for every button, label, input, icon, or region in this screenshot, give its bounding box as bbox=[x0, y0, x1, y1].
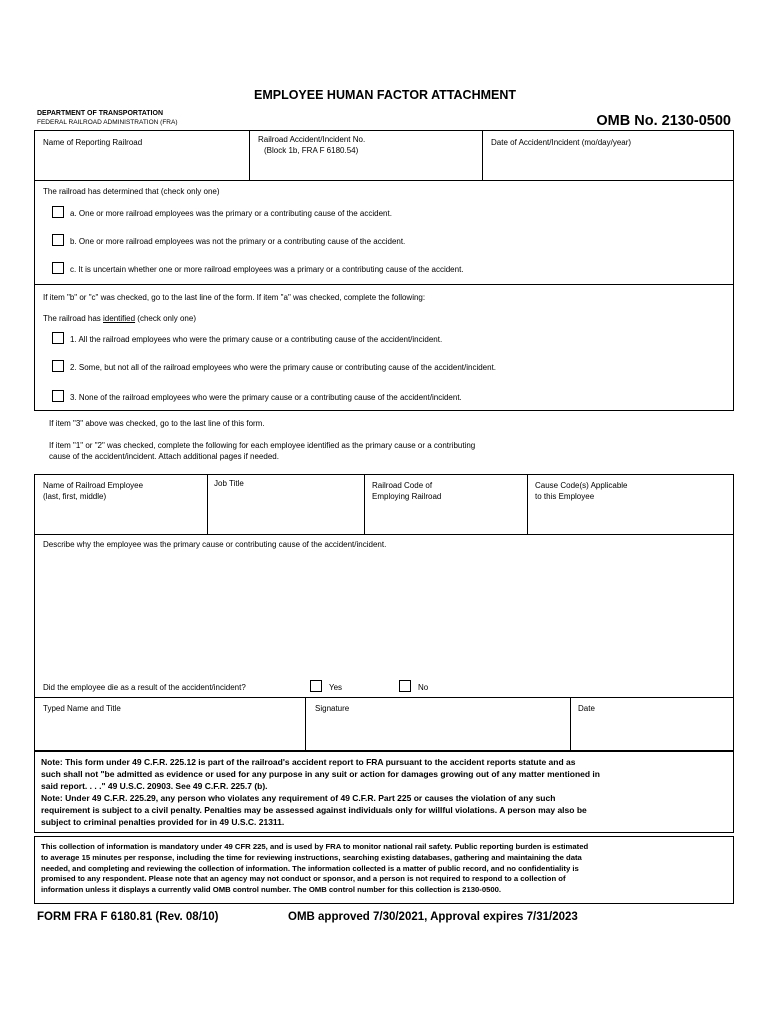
form-title: EMPLOYEE HUMAN FACTOR ATTACHMENT bbox=[253, 88, 517, 102]
died-yes-label: Yes bbox=[329, 683, 343, 692]
typed-name-label: Typed Name and Title bbox=[43, 704, 121, 713]
railroad-code-label: Railroad Code of bbox=[372, 481, 433, 490]
incident-number-sublabel: (Block 1b, FRA F 6180.54) bbox=[264, 145, 359, 155]
agency-name: FEDERAL RAILROAD ADMINISTRATION (FRA) bbox=[37, 119, 178, 126]
died-no-label: No bbox=[418, 683, 429, 692]
employee-name-label: Name of Railroad Employee bbox=[43, 481, 144, 490]
omb-number: OMB No. 2130-0500 bbox=[596, 113, 731, 129]
notice-line-1: This collection of information is mandatory under 49 CFR 225, and is used by FRA to monitor national rail safety. Public reporting burden is estimated bbox=[41, 842, 589, 851]
identified-prompt-underlined: identified bbox=[103, 314, 136, 323]
incident-date-label: Date of Accident/Incident (mo/day/year) bbox=[491, 138, 632, 147]
note-line-1: Note: This form under 49 C.F.R. 225.12 is part of the railroad's accident report to FRA pursuant to the accident reports statute and as bbox=[41, 757, 576, 767]
incident-number-label: Railroad Accident/Incident No. bbox=[258, 135, 366, 144]
identified-option-3-label: 3. None of the railroad employees who were the primary cause or a contributing cause of the accident/incident. bbox=[70, 393, 462, 402]
employee-died-question: Did the employee die as a result of the accident/incident? bbox=[43, 683, 246, 692]
employee-section bbox=[34, 474, 734, 751]
instruction-line-1: If item "3" above was checked, go to the last line of this form. bbox=[49, 419, 265, 428]
identified-option-2-checkbox[interactable] bbox=[52, 360, 64, 372]
signature-label: Signature bbox=[315, 704, 350, 713]
note-line-2: such shall not "be admitted as evidence or used for any purpose in any suit or action for damages growing out of any matter mentioned in bbox=[41, 769, 600, 779]
signature-date-label: Date bbox=[578, 704, 595, 713]
identified-option-1-label: 1. All the railroad employees who were the primary cause or a contributing cause of the accident/incident. bbox=[70, 335, 443, 344]
determination-prompt: The railroad has determined that (check only one) bbox=[43, 187, 220, 196]
notice-line-3: needed, and completing and reviewing the collection of information. The information collected is a matter of public record, and no confidentiality is bbox=[41, 863, 579, 873]
typed-name-field[interactable] bbox=[43, 704, 121, 715]
identified-prompt-before: The railroad has bbox=[43, 314, 104, 323]
describe-label: Describe why the employee was the primary cause or contributing cause of the accident/incident. bbox=[43, 540, 387, 549]
instruction-line-2: If item "1" or "2" was checked, complete the following for each employee identified as the primary cause or a contributing bbox=[49, 441, 476, 450]
job-title-field[interactable] bbox=[214, 479, 244, 490]
identified-instruction: If item "b" or "c" was checked, go to the last line of the form. If item "a" was checked, complete the following: bbox=[43, 293, 426, 302]
department-name: DEPARTMENT OF TRANSPORTATION bbox=[37, 110, 163, 117]
instruction-line-3: cause of the accident/incident. Attach additional pages if needed. bbox=[49, 452, 279, 461]
note-line-5: requirement is subject to a civil penalty. Penalties may be assessed against individuals only for willful violations. A person may also be bbox=[41, 805, 587, 815]
cause-codes-field[interactable] bbox=[535, 481, 628, 502]
identified-option-2-label: 2. Some, but not all of the railroad employees who were the primary cause or contributing cause of the accident/incident. bbox=[70, 363, 497, 372]
died-no-checkbox[interactable] bbox=[399, 680, 411, 692]
determination-option-c-checkbox[interactable] bbox=[52, 262, 64, 274]
identified-option-3-checkbox[interactable] bbox=[52, 390, 64, 402]
determination-option-b-label: b. One or more railroad employees was not the primary or a contributing cause of the accident. bbox=[70, 237, 406, 246]
identified-option-1-checkbox[interactable] bbox=[52, 332, 64, 344]
incident-number-field[interactable] bbox=[258, 135, 365, 156]
form-identifier: FORM FRA F 6180.81 (Rev. 08/10) bbox=[37, 911, 219, 923]
determination-option-b-checkbox[interactable] bbox=[52, 234, 64, 246]
identified-prompt bbox=[43, 314, 196, 324]
employee-name-sublabel: (last, first, middle) bbox=[43, 491, 107, 501]
top-section bbox=[34, 130, 734, 411]
railroad-code-sublabel: Employing Railroad bbox=[372, 491, 442, 501]
note-line-3: said report. . . ." 49 U.S.C. 20903. See 49 C.F.R. 225.7 (b). bbox=[41, 781, 268, 791]
job-title-label: Job Title bbox=[214, 479, 244, 488]
died-yes-checkbox[interactable] bbox=[310, 680, 322, 692]
notice-line-4: promised to any respondent. Please note that an agency may not conduct or sponsor, and a person is not required to respond to a collection of bbox=[41, 874, 566, 884]
reporting-railroad-field[interactable] bbox=[43, 138, 142, 149]
incident-date-field[interactable] bbox=[491, 138, 631, 149]
describe-field[interactable] bbox=[43, 540, 386, 551]
notice-line-5: information unless it displays a currently valid OMB control number. The OMB control number for this collection is 2130-0500. bbox=[41, 885, 502, 895]
railroad-code-field[interactable] bbox=[372, 481, 441, 502]
note-line-6: subject to criminal penalties provided for in 49 U.S.C. 21311. bbox=[41, 817, 285, 827]
reporting-railroad-label: Name of Reporting Railroad bbox=[43, 138, 143, 147]
omb-approval: OMB approved 7/30/2021, Approval expires 7/31/2023 bbox=[288, 911, 578, 923]
employee-name-field[interactable] bbox=[43, 481, 143, 502]
determination-option-c-label: c. It is uncertain whether one or more railroad employees was a primary or a contributing cause of the accident. bbox=[70, 265, 464, 274]
notice-line-2: to average 15 minutes per response, including the time for reviewing instructions, searching existing databases, gathering and maintaining the data bbox=[41, 852, 582, 862]
determination-option-a-checkbox[interactable] bbox=[52, 206, 64, 218]
legal-note-box bbox=[34, 751, 734, 833]
cause-codes-label: Cause Code(s) Applicable bbox=[535, 481, 628, 490]
signature-date-field[interactable] bbox=[578, 704, 595, 715]
paperwork-notice-box bbox=[34, 836, 734, 904]
cause-codes-sublabel: to this Employee bbox=[535, 491, 595, 501]
determination-option-a-label: a. One or more railroad employees was the primary or a contributing cause of the accident. bbox=[70, 209, 392, 218]
note-line-4: Note: Under 49 C.F.R. 225.29, any person who violates any requirement of 49 C.F.R. Part 225 or causes the violation of any such bbox=[41, 793, 556, 803]
signature-field[interactable] bbox=[315, 704, 349, 715]
identified-prompt-after: (check only one) bbox=[135, 314, 196, 323]
